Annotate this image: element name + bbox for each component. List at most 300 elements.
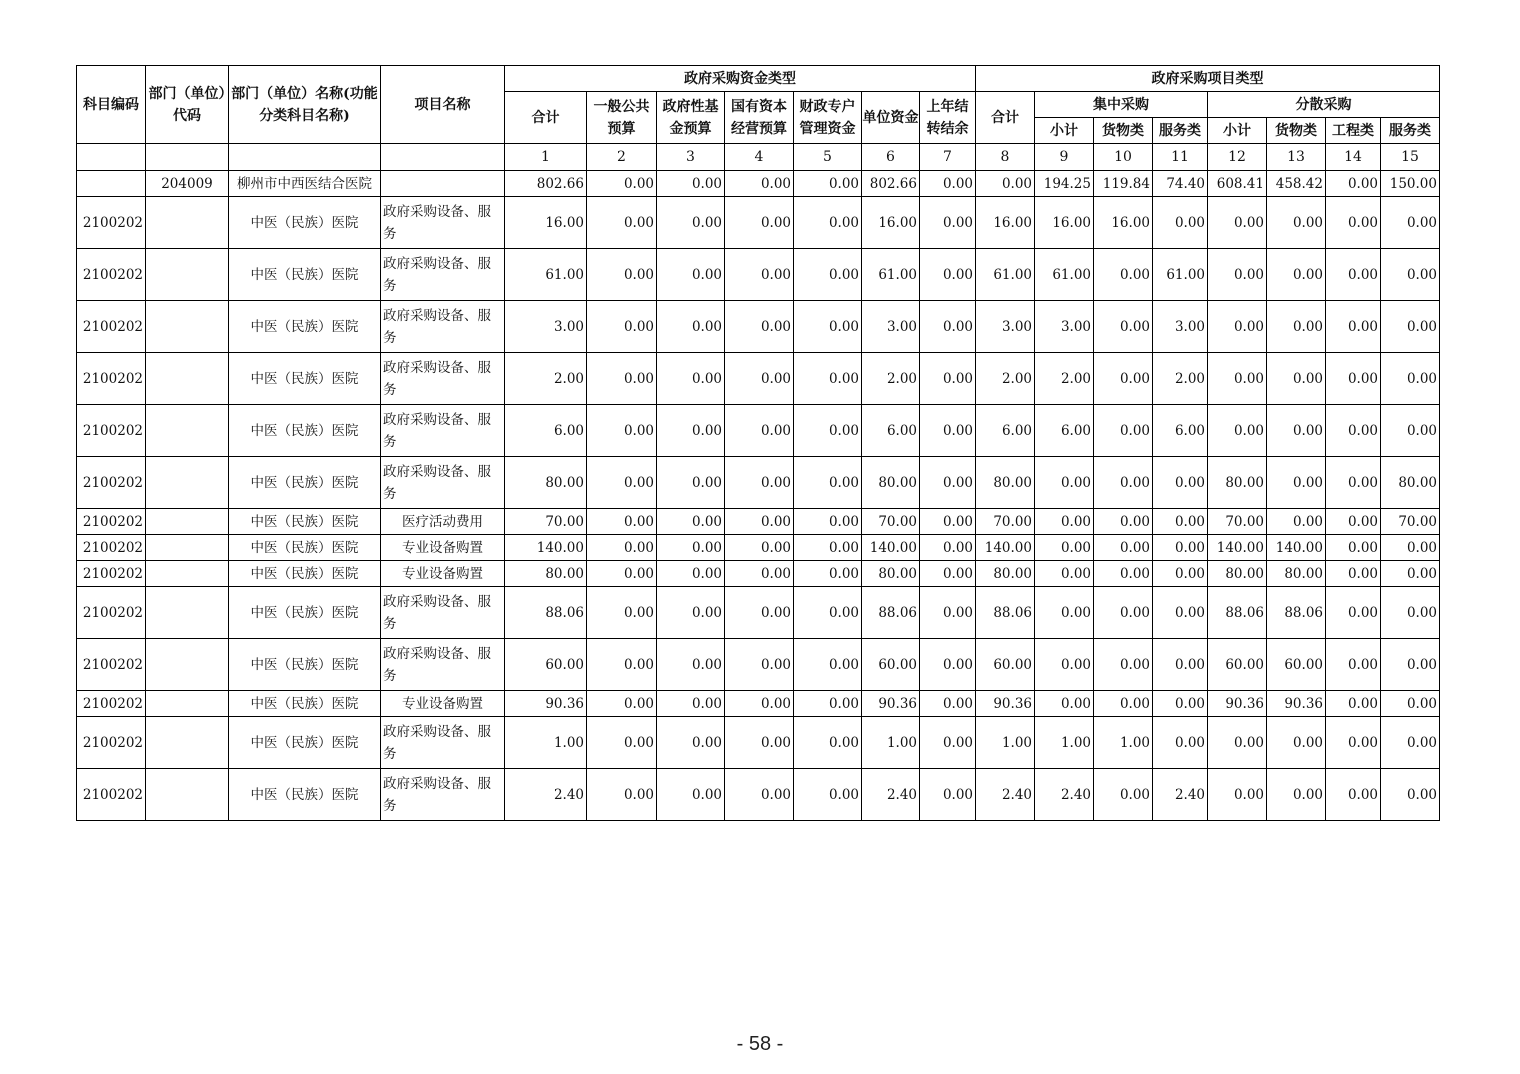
value-cell-gov-fund: 0.00 <box>657 197 725 249</box>
value-cell-decentralized-goods: 88.06 <box>1267 587 1326 639</box>
project-name-cell <box>381 171 505 197</box>
value-cell-centralized-goods: 0.00 <box>1094 535 1153 561</box>
value-cell-fiscal-special: 0.00 <box>794 405 862 457</box>
value-cell-decentralized-engineering: 0.00 <box>1326 249 1381 301</box>
value-cell-fiscal-special: 0.00 <box>794 509 862 535</box>
value-cell-centralized-goods: 0.00 <box>1094 509 1153 535</box>
value-cell-total: 70.00 <box>505 509 587 535</box>
header-decentralized-service: 服务类 <box>1381 118 1440 144</box>
value-cell-general-budget: 0.00 <box>587 717 657 769</box>
value-cell-state-capital: 0.00 <box>725 249 794 301</box>
value-cell-state-capital: 0.00 <box>725 535 794 561</box>
value-cell-gov-fund: 0.00 <box>657 405 725 457</box>
value-cell-fiscal-special: 0.00 <box>794 353 862 405</box>
value-cell-centralized-service: 0.00 <box>1153 561 1208 587</box>
value-cell-centralized-service: 0.00 <box>1153 691 1208 717</box>
value-cell-decentralized-engineering: 0.00 <box>1326 509 1381 535</box>
value-cell-total: 90.36 <box>505 691 587 717</box>
value-cell-state-capital: 0.00 <box>725 587 794 639</box>
value-cell-decentralized-engineering: 0.00 <box>1326 691 1381 717</box>
value-cell-decentralized-goods: 0.00 <box>1267 301 1326 353</box>
value-cell-decentralized-subtotal: 0.00 <box>1208 353 1267 405</box>
value-cell-fiscal-special: 0.00 <box>794 561 862 587</box>
header-project-name: 项目名称 <box>381 66 505 144</box>
value-cell-decentralized-service: 0.00 <box>1381 561 1440 587</box>
value-cell-centralized-service: 0.00 <box>1153 639 1208 691</box>
value-cell-general-budget: 0.00 <box>587 301 657 353</box>
value-cell-decentralized-service: 150.00 <box>1381 171 1440 197</box>
value-cell-state-capital: 0.00 <box>725 509 794 535</box>
dept-name-cell: 中医（民族）医院 <box>229 405 381 457</box>
dept-name-cell: 中医（民族）医院 <box>229 509 381 535</box>
subject-code-cell <box>77 171 146 197</box>
value-cell-centralized-goods: 0.00 <box>1094 457 1153 509</box>
value-cell-decentralized-engineering: 0.00 <box>1326 405 1381 457</box>
subject-code-cell: 2100202 <box>77 405 146 457</box>
value-cell-decentralized-goods: 0.00 <box>1267 197 1326 249</box>
dept-code-cell <box>146 353 229 405</box>
dept-code-cell <box>146 301 229 353</box>
project-name-cell: 政府采购设备、服务 <box>381 769 505 821</box>
table-row <box>77 249 1440 301</box>
value-cell-carryover: 0.00 <box>920 769 976 821</box>
project-name-cell: 专业设备购置 <box>381 691 505 717</box>
value-cell-project-total: 0.00 <box>976 171 1035 197</box>
header-project-total: 合计 <box>976 92 1035 144</box>
subject-code-cell: 2100202 <box>77 639 146 691</box>
value-cell-centralized-goods: 1.00 <box>1094 717 1153 769</box>
value-cell-centralized-goods: 0.00 <box>1094 405 1153 457</box>
value-cell-carryover: 0.00 <box>920 301 976 353</box>
header-general-budget: 一般公共预算 <box>587 92 657 144</box>
value-cell-decentralized-service: 0.00 <box>1381 639 1440 691</box>
dept-code-cell <box>146 691 229 717</box>
value-cell-decentralized-service: 0.00 <box>1381 249 1440 301</box>
project-name-cell: 政府采购设备、服务 <box>381 587 505 639</box>
value-cell-carryover: 0.00 <box>920 691 976 717</box>
value-cell-decentralized-subtotal: 0.00 <box>1208 301 1267 353</box>
header-fiscal-special-fund: 财政专户管理资金 <box>794 92 862 144</box>
table-row <box>77 691 1440 717</box>
value-cell-centralized-goods: 0.00 <box>1094 561 1153 587</box>
dept-code-cell <box>146 561 229 587</box>
value-cell-decentralized-subtotal: 90.36 <box>1208 691 1267 717</box>
subject-code-cell: 2100202 <box>77 769 146 821</box>
value-cell-centralized-subtotal: 6.00 <box>1035 405 1094 457</box>
subject-code-cell: 2100202 <box>77 561 146 587</box>
value-cell-centralized-subtotal: 0.00 <box>1035 457 1094 509</box>
value-cell-gov-fund: 0.00 <box>657 535 725 561</box>
value-cell-decentralized-service: 0.00 <box>1381 717 1440 769</box>
dept-code-cell <box>146 197 229 249</box>
value-cell-fiscal-special: 0.00 <box>794 717 862 769</box>
value-cell-gov-fund: 0.00 <box>657 353 725 405</box>
value-cell-unit-fund: 70.00 <box>862 509 920 535</box>
value-cell-project-total: 2.00 <box>976 353 1035 405</box>
value-cell-decentralized-service: 0.00 <box>1381 535 1440 561</box>
value-cell-state-capital: 0.00 <box>725 301 794 353</box>
value-cell-total: 60.00 <box>505 639 587 691</box>
value-cell-decentralized-goods: 0.00 <box>1267 353 1326 405</box>
header-decentralized-procurement: 分散采购 <box>1208 92 1440 118</box>
dept-name-cell: 中医（民族）医院 <box>229 717 381 769</box>
value-cell-decentralized-service: 0.00 <box>1381 301 1440 353</box>
column-index-number: 6 <box>862 144 920 171</box>
dept-code-cell <box>146 249 229 301</box>
value-cell-decentralized-goods: 90.36 <box>1267 691 1326 717</box>
value-cell-state-capital: 0.00 <box>725 691 794 717</box>
value-cell-unit-fund: 2.40 <box>862 769 920 821</box>
value-cell-state-capital: 0.00 <box>725 769 794 821</box>
value-cell-general-budget: 0.00 <box>587 457 657 509</box>
subject-code-cell: 2100202 <box>77 691 146 717</box>
header-carryover: 上年结转结余 <box>920 92 976 144</box>
value-cell-state-capital: 0.00 <box>725 717 794 769</box>
column-index-number: 14 <box>1326 144 1381 171</box>
table-row <box>77 353 1440 405</box>
value-cell-carryover: 0.00 <box>920 197 976 249</box>
header-dept-code: 部门（单位）代码 <box>146 66 229 144</box>
value-cell-decentralized-subtotal: 0.00 <box>1208 717 1267 769</box>
value-cell-decentralized-engineering: 0.00 <box>1326 457 1381 509</box>
value-cell-project-total: 16.00 <box>976 197 1035 249</box>
value-cell-centralized-service: 2.00 <box>1153 353 1208 405</box>
value-cell-fiscal-special: 0.00 <box>794 301 862 353</box>
value-cell-centralized-service: 0.00 <box>1153 509 1208 535</box>
value-cell-carryover: 0.00 <box>920 457 976 509</box>
value-cell-carryover: 0.00 <box>920 587 976 639</box>
value-cell-gov-fund: 0.00 <box>657 769 725 821</box>
value-cell-carryover: 0.00 <box>920 717 976 769</box>
value-cell-decentralized-goods: 0.00 <box>1267 457 1326 509</box>
value-cell-centralized-goods: 0.00 <box>1094 691 1153 717</box>
value-cell-unit-fund: 61.00 <box>862 249 920 301</box>
table-row <box>77 717 1440 769</box>
dept-name-cell: 中医（民族）医院 <box>229 353 381 405</box>
value-cell-centralized-service: 6.00 <box>1153 405 1208 457</box>
project-name-cell: 政府采购设备、服务 <box>381 717 505 769</box>
table-row <box>77 769 1440 821</box>
value-cell-general-budget: 0.00 <box>587 561 657 587</box>
table-row <box>77 405 1440 457</box>
dept-code-cell <box>146 639 229 691</box>
value-cell-decentralized-engineering: 0.00 <box>1326 769 1381 821</box>
value-cell-centralized-service: 0.00 <box>1153 197 1208 249</box>
value-cell-unit-fund: 2.00 <box>862 353 920 405</box>
value-cell-unit-fund: 88.06 <box>862 587 920 639</box>
value-cell-unit-fund: 140.00 <box>862 535 920 561</box>
value-cell-project-total: 70.00 <box>976 509 1035 535</box>
value-cell-state-capital: 0.00 <box>725 197 794 249</box>
value-cell-unit-fund: 90.36 <box>862 691 920 717</box>
column-index-number: 4 <box>725 144 794 171</box>
header-subject-code: 科目编码 <box>77 66 146 144</box>
value-cell-project-total: 88.06 <box>976 587 1035 639</box>
value-cell-carryover: 0.00 <box>920 535 976 561</box>
value-cell-total: 16.00 <box>505 197 587 249</box>
value-cell-centralized-service: 3.00 <box>1153 301 1208 353</box>
value-cell-project-total: 80.00 <box>976 457 1035 509</box>
value-cell-decentralized-subtotal: 80.00 <box>1208 561 1267 587</box>
value-cell-project-total: 3.00 <box>976 301 1035 353</box>
dept-name-cell: 中医（民族）医院 <box>229 691 381 717</box>
value-cell-general-budget: 0.00 <box>587 639 657 691</box>
value-cell-decentralized-service: 0.00 <box>1381 587 1440 639</box>
value-cell-general-budget: 0.00 <box>587 587 657 639</box>
value-cell-gov-fund: 0.00 <box>657 639 725 691</box>
value-cell-state-capital: 0.00 <box>725 405 794 457</box>
value-cell-decentralized-goods: 0.00 <box>1267 769 1326 821</box>
value-cell-decentralized-goods: 80.00 <box>1267 561 1326 587</box>
value-cell-project-total: 61.00 <box>976 249 1035 301</box>
value-cell-centralized-goods: 0.00 <box>1094 769 1153 821</box>
index-spacer <box>146 144 229 171</box>
header-decentralized-subtotal: 小计 <box>1208 118 1267 144</box>
dept-name-cell: 中医（民族）医院 <box>229 535 381 561</box>
header-total: 合计 <box>505 92 587 144</box>
subject-code-cell: 2100202 <box>77 535 146 561</box>
value-cell-general-budget: 0.00 <box>587 249 657 301</box>
project-name-cell: 医疗活动费用 <box>381 509 505 535</box>
project-name-cell: 政府采购设备、服务 <box>381 197 505 249</box>
value-cell-project-total: 90.36 <box>976 691 1035 717</box>
value-cell-decentralized-engineering: 0.00 <box>1326 353 1381 405</box>
project-name-cell: 政府采购设备、服务 <box>381 353 505 405</box>
table-row <box>77 587 1440 639</box>
value-cell-general-budget: 0.00 <box>587 769 657 821</box>
value-cell-decentralized-goods: 140.00 <box>1267 535 1326 561</box>
dept-name-cell: 中医（民族）医院 <box>229 301 381 353</box>
dept-name-cell: 中医（民族）医院 <box>229 197 381 249</box>
dept-code-cell <box>146 509 229 535</box>
dept-code-cell <box>146 457 229 509</box>
value-cell-decentralized-goods: 458.42 <box>1267 171 1326 197</box>
column-index-number: 8 <box>976 144 1035 171</box>
page-number: - 58 - <box>736 1033 784 1055</box>
value-cell-decentralized-engineering: 0.00 <box>1326 197 1381 249</box>
header-centralized-service: 服务类 <box>1153 118 1208 144</box>
value-cell-carryover: 0.00 <box>920 509 976 535</box>
value-cell-general-budget: 0.00 <box>587 171 657 197</box>
dept-name-cell: 中医（民族）医院 <box>229 249 381 301</box>
header-dept-name: 部门（单位）名称(功能分类科目名称) <box>229 66 381 144</box>
value-cell-fiscal-special: 0.00 <box>794 197 862 249</box>
value-cell-decentralized-engineering: 0.00 <box>1326 561 1381 587</box>
value-cell-centralized-subtotal: 0.00 <box>1035 639 1094 691</box>
value-cell-general-budget: 0.00 <box>587 691 657 717</box>
project-name-cell: 政府采购设备、服务 <box>381 249 505 301</box>
value-cell-project-total: 80.00 <box>976 561 1035 587</box>
project-name-cell: 专业设备购置 <box>381 535 505 561</box>
value-cell-total: 2.40 <box>505 769 587 821</box>
value-cell-centralized-service: 61.00 <box>1153 249 1208 301</box>
header-decentralized-goods: 货物类 <box>1267 118 1326 144</box>
value-cell-decentralized-subtotal: 88.06 <box>1208 587 1267 639</box>
value-cell-decentralized-engineering: 0.00 <box>1326 171 1381 197</box>
value-cell-gov-fund: 0.00 <box>657 509 725 535</box>
dept-name-cell: 中医（民族）医院 <box>229 587 381 639</box>
value-cell-gov-fund: 0.00 <box>657 717 725 769</box>
value-cell-decentralized-engineering: 0.00 <box>1326 535 1381 561</box>
value-cell-total: 80.00 <box>505 457 587 509</box>
value-cell-unit-fund: 802.66 <box>862 171 920 197</box>
value-cell-total: 6.00 <box>505 405 587 457</box>
value-cell-state-capital: 0.00 <box>725 457 794 509</box>
header-gov-fund-budget: 政府性基金预算 <box>657 92 725 144</box>
subject-code-cell: 2100202 <box>77 249 146 301</box>
value-cell-total: 61.00 <box>505 249 587 301</box>
subject-code-cell: 2100202 <box>77 457 146 509</box>
header-centralized-procurement: 集中采购 <box>1035 92 1208 118</box>
value-cell-fiscal-special: 0.00 <box>794 769 862 821</box>
table-row <box>77 561 1440 587</box>
dept-code-cell: 204009 <box>146 171 229 197</box>
value-cell-centralized-service: 0.00 <box>1153 535 1208 561</box>
header-decentralized-engineering: 工程类 <box>1326 118 1381 144</box>
index-spacer <box>381 144 505 171</box>
table-row <box>77 301 1440 353</box>
value-cell-general-budget: 0.00 <box>587 405 657 457</box>
value-cell-centralized-subtotal: 16.00 <box>1035 197 1094 249</box>
column-index-number: 15 <box>1381 144 1440 171</box>
value-cell-fiscal-special: 0.00 <box>794 457 862 509</box>
value-cell-centralized-goods: 16.00 <box>1094 197 1153 249</box>
value-cell-state-capital: 0.00 <box>725 561 794 587</box>
value-cell-total: 802.66 <box>505 171 587 197</box>
value-cell-decentralized-service: 70.00 <box>1381 509 1440 535</box>
value-cell-gov-fund: 0.00 <box>657 561 725 587</box>
value-cell-carryover: 0.00 <box>920 171 976 197</box>
value-cell-centralized-goods: 0.00 <box>1094 587 1153 639</box>
value-cell-fiscal-special: 0.00 <box>794 587 862 639</box>
dept-name-cell: 中医（民族）医院 <box>229 561 381 587</box>
value-cell-unit-fund: 6.00 <box>862 405 920 457</box>
value-cell-decentralized-service: 80.00 <box>1381 457 1440 509</box>
value-cell-decentralized-service: 0.00 <box>1381 353 1440 405</box>
value-cell-decentralized-service: 0.00 <box>1381 769 1440 821</box>
value-cell-fiscal-special: 0.00 <box>794 639 862 691</box>
value-cell-general-budget: 0.00 <box>587 197 657 249</box>
value-cell-centralized-subtotal: 1.00 <box>1035 717 1094 769</box>
column-index-number: 5 <box>794 144 862 171</box>
value-cell-centralized-service: 74.40 <box>1153 171 1208 197</box>
value-cell-unit-fund: 1.00 <box>862 717 920 769</box>
dept-name-cell: 柳州市中西医结合医院 <box>229 171 381 197</box>
value-cell-decentralized-engineering: 0.00 <box>1326 639 1381 691</box>
value-cell-centralized-subtotal: 2.00 <box>1035 353 1094 405</box>
column-index-number: 3 <box>657 144 725 171</box>
value-cell-decentralized-engineering: 0.00 <box>1326 717 1381 769</box>
subject-code-cell: 2100202 <box>77 587 146 639</box>
header-centralized-subtotal: 小计 <box>1035 118 1094 144</box>
value-cell-decentralized-subtotal: 0.00 <box>1208 405 1267 457</box>
value-cell-centralized-goods: 0.00 <box>1094 301 1153 353</box>
dept-name-cell: 中医（民族）医院 <box>229 769 381 821</box>
value-cell-total: 1.00 <box>505 717 587 769</box>
value-cell-general-budget: 0.00 <box>587 509 657 535</box>
dept-code-cell <box>146 769 229 821</box>
value-cell-centralized-goods: 0.00 <box>1094 249 1153 301</box>
value-cell-decentralized-goods: 0.00 <box>1267 509 1326 535</box>
subject-code-cell: 2100202 <box>77 717 146 769</box>
value-cell-centralized-goods: 119.84 <box>1094 171 1153 197</box>
value-cell-centralized-goods: 0.00 <box>1094 639 1153 691</box>
value-cell-total: 2.00 <box>505 353 587 405</box>
header-state-capital-budget: 国有资本经营预算 <box>725 92 794 144</box>
value-cell-gov-fund: 0.00 <box>657 301 725 353</box>
value-cell-centralized-service: 0.00 <box>1153 717 1208 769</box>
value-cell-centralized-subtotal: 0.00 <box>1035 587 1094 639</box>
value-cell-project-total: 6.00 <box>976 405 1035 457</box>
value-cell-decentralized-goods: 60.00 <box>1267 639 1326 691</box>
value-cell-general-budget: 0.00 <box>587 353 657 405</box>
column-index-number: 2 <box>587 144 657 171</box>
value-cell-centralized-goods: 0.00 <box>1094 353 1153 405</box>
project-name-cell: 政府采购设备、服务 <box>381 405 505 457</box>
subject-code-cell: 2100202 <box>77 197 146 249</box>
value-cell-centralized-subtotal: 0.00 <box>1035 691 1094 717</box>
value-cell-decentralized-subtotal: 0.00 <box>1208 249 1267 301</box>
project-name-cell: 政府采购设备、服务 <box>381 301 505 353</box>
value-cell-decentralized-service: 0.00 <box>1381 405 1440 457</box>
value-cell-carryover: 0.00 <box>920 249 976 301</box>
value-cell-centralized-service: 2.40 <box>1153 769 1208 821</box>
dept-code-cell <box>146 405 229 457</box>
value-cell-gov-fund: 0.00 <box>657 171 725 197</box>
value-cell-decentralized-engineering: 0.00 <box>1326 587 1381 639</box>
value-cell-carryover: 0.00 <box>920 405 976 457</box>
table-row <box>77 535 1440 561</box>
value-cell-unit-fund: 80.00 <box>862 457 920 509</box>
value-cell-centralized-subtotal: 0.00 <box>1035 561 1094 587</box>
subject-code-cell: 2100202 <box>77 353 146 405</box>
column-index-number: 1 <box>505 144 587 171</box>
value-cell-project-total: 1.00 <box>976 717 1035 769</box>
value-cell-decentralized-subtotal: 70.00 <box>1208 509 1267 535</box>
column-index-number: 10 <box>1094 144 1153 171</box>
value-cell-total: 80.00 <box>505 561 587 587</box>
value-cell-carryover: 0.00 <box>920 561 976 587</box>
value-cell-carryover: 0.00 <box>920 639 976 691</box>
value-cell-decentralized-subtotal: 80.00 <box>1208 457 1267 509</box>
value-cell-decentralized-goods: 0.00 <box>1267 249 1326 301</box>
value-cell-decentralized-subtotal: 608.41 <box>1208 171 1267 197</box>
table-row <box>77 171 1440 197</box>
value-cell-total: 3.00 <box>505 301 587 353</box>
project-name-cell: 政府采购设备、服务 <box>381 639 505 691</box>
procurement-table <box>76 65 1440 821</box>
table-row <box>77 639 1440 691</box>
index-spacer <box>77 144 146 171</box>
value-cell-centralized-service: 0.00 <box>1153 587 1208 639</box>
value-cell-decentralized-goods: 0.00 <box>1267 405 1326 457</box>
value-cell-state-capital: 0.00 <box>725 353 794 405</box>
value-cell-decentralized-engineering: 0.00 <box>1326 301 1381 353</box>
project-name-cell: 政府采购设备、服务 <box>381 457 505 509</box>
value-cell-decentralized-service: 0.00 <box>1381 691 1440 717</box>
value-cell-centralized-subtotal: 2.40 <box>1035 769 1094 821</box>
value-cell-project-total: 140.00 <box>976 535 1035 561</box>
value-cell-gov-fund: 0.00 <box>657 587 725 639</box>
subject-code-cell: 2100202 <box>77 509 146 535</box>
dept-code-cell <box>146 535 229 561</box>
value-cell-decentralized-subtotal: 0.00 <box>1208 197 1267 249</box>
value-cell-gov-fund: 0.00 <box>657 691 725 717</box>
value-cell-unit-fund: 3.00 <box>862 301 920 353</box>
value-cell-centralized-subtotal: 194.25 <box>1035 171 1094 197</box>
value-cell-project-total: 2.40 <box>976 769 1035 821</box>
header-fund-type-group: 政府采购资金类型 <box>505 66 976 92</box>
